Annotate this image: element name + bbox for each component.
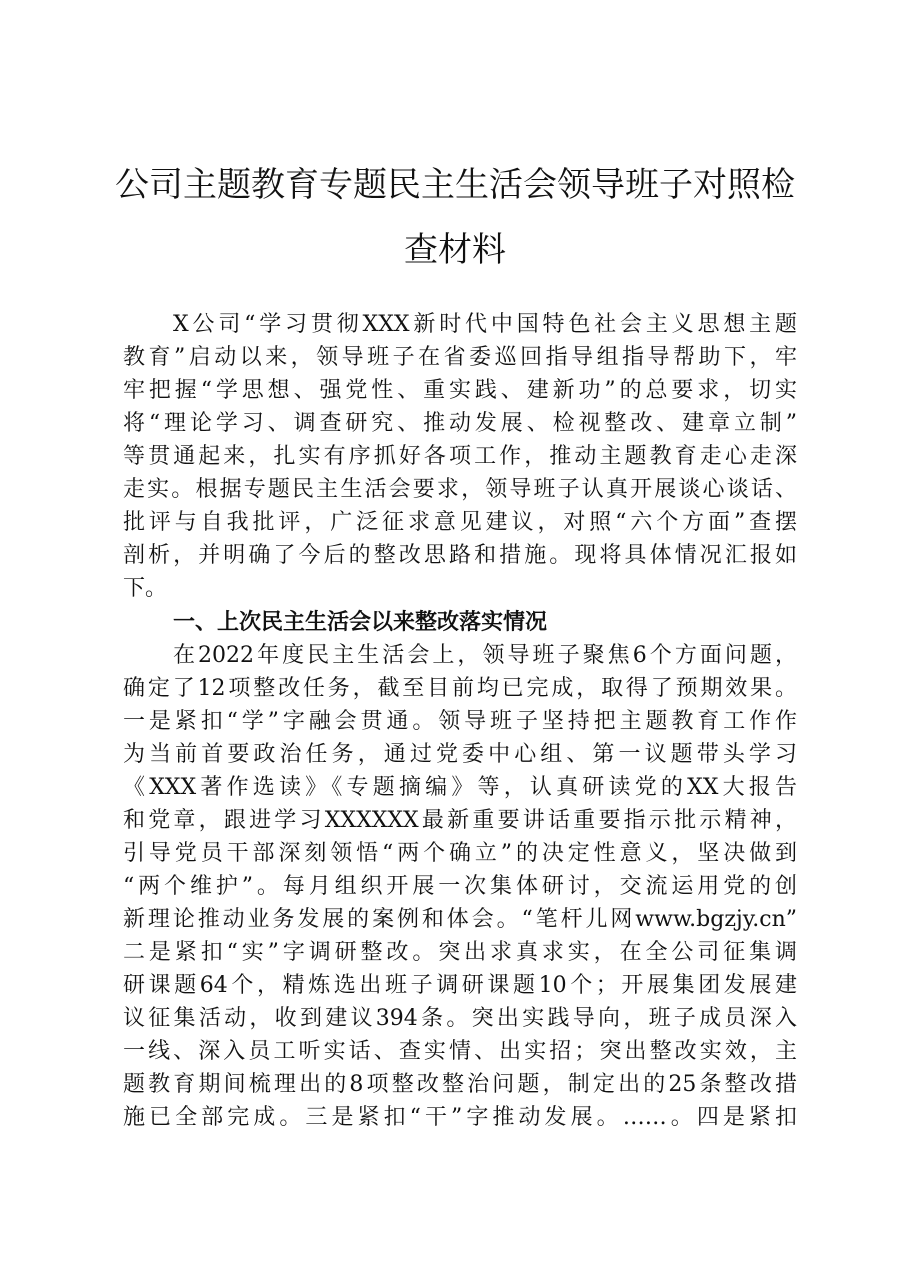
paragraph-line: 研课题64个，精炼选出班子调研课题10个；开展集团发展建 [123, 973, 797, 998]
paragraph-line: 走实。根据专题民主生活会要求，领导班子认真开展谈心谈话、 [123, 477, 797, 502]
paragraph-line: 一线、深入员工听实话、查实情、出实招；突出整改实效，主 [123, 1039, 797, 1064]
paragraph-line: 在2022年度民主生活会上，领导班子聚焦6个方面问题， [173, 643, 797, 668]
paragraph-line: 为当前首要政治任务，通过党委中心组、第一议题带头学习 [123, 742, 797, 767]
paragraph-line: 和党章，跟进学习XXXXXX最新重要讲话重要指示批示精神， [123, 808, 797, 833]
paragraph-line: 二是紧扣“实”字调研整改。突出求真求实，在全公司征集调 [123, 940, 797, 965]
paragraph-line: 牢把握“学思想、强党性、重实践、建新功”的总要求，切实 [123, 378, 797, 403]
paragraph-line: 确定了12项整改任务，截至目前均已完成，取得了预期效果。 [123, 676, 797, 701]
paragraph-line: 《XXX著作选读》《专题摘编》等，认真研读党的XX大报告 [123, 775, 797, 800]
paragraph-line: “两个维护”。每月组织开展一次集体研讨，交流运用党的创 [123, 874, 797, 899]
paragraph-line: 等贯通起来，扎实有序抓好各项工作，推动主题教育走心走深 [123, 444, 797, 469]
paragraph-line: 将“理论学习、调查研究、推动发展、检视整改、建章立制” [123, 411, 797, 436]
paragraph-line: X公司“学习贯彻XXX新时代中国特色社会主义思想主题 [173, 312, 797, 337]
paragraph-line: 剖析，并明确了今后的整改思路和措施。现将具体情况汇报如 [123, 543, 797, 568]
paragraph-line: 议征集活动，收到建议394条。突出实践导向，班子成员深入 [123, 1006, 797, 1031]
paragraph-line: 批评与自我批评，广泛征求意见建议，对照“六个方面”查摆 [123, 510, 797, 535]
paragraph-line: 下。 [123, 576, 168, 601]
document-title-line-2: 查材料 [404, 230, 506, 270]
document-title-line-1: 公司主题教育专题民主生活会领导班子对照检 [115, 165, 795, 205]
paragraph-line: 一是紧扣“学”字融会贯通。领导班子坚持把主题教育工作作 [123, 709, 797, 734]
section-heading: 一、上次民主生活会以来整改落实情况 [173, 610, 548, 635]
paragraph-line: 引导党员干部深刻领悟“两个确立”的决定性意义，坚决做到 [123, 841, 797, 866]
paragraph-line: 施已全部完成。三是紧扣“干”字推动发展。……。四是紧扣 [123, 1105, 797, 1130]
paragraph-line: 新理论推动业务发展的案例和体会。“笔杆儿网www.bgzjy.cn” [123, 907, 797, 932]
paragraph-line: 教育”启动以来，领导班子在省委巡回指导组指导帮助下，牢 [123, 345, 797, 370]
paragraph-line: 题教育期间梳理出的8项整改整治问题，制定出的25条整改措 [123, 1072, 797, 1097]
